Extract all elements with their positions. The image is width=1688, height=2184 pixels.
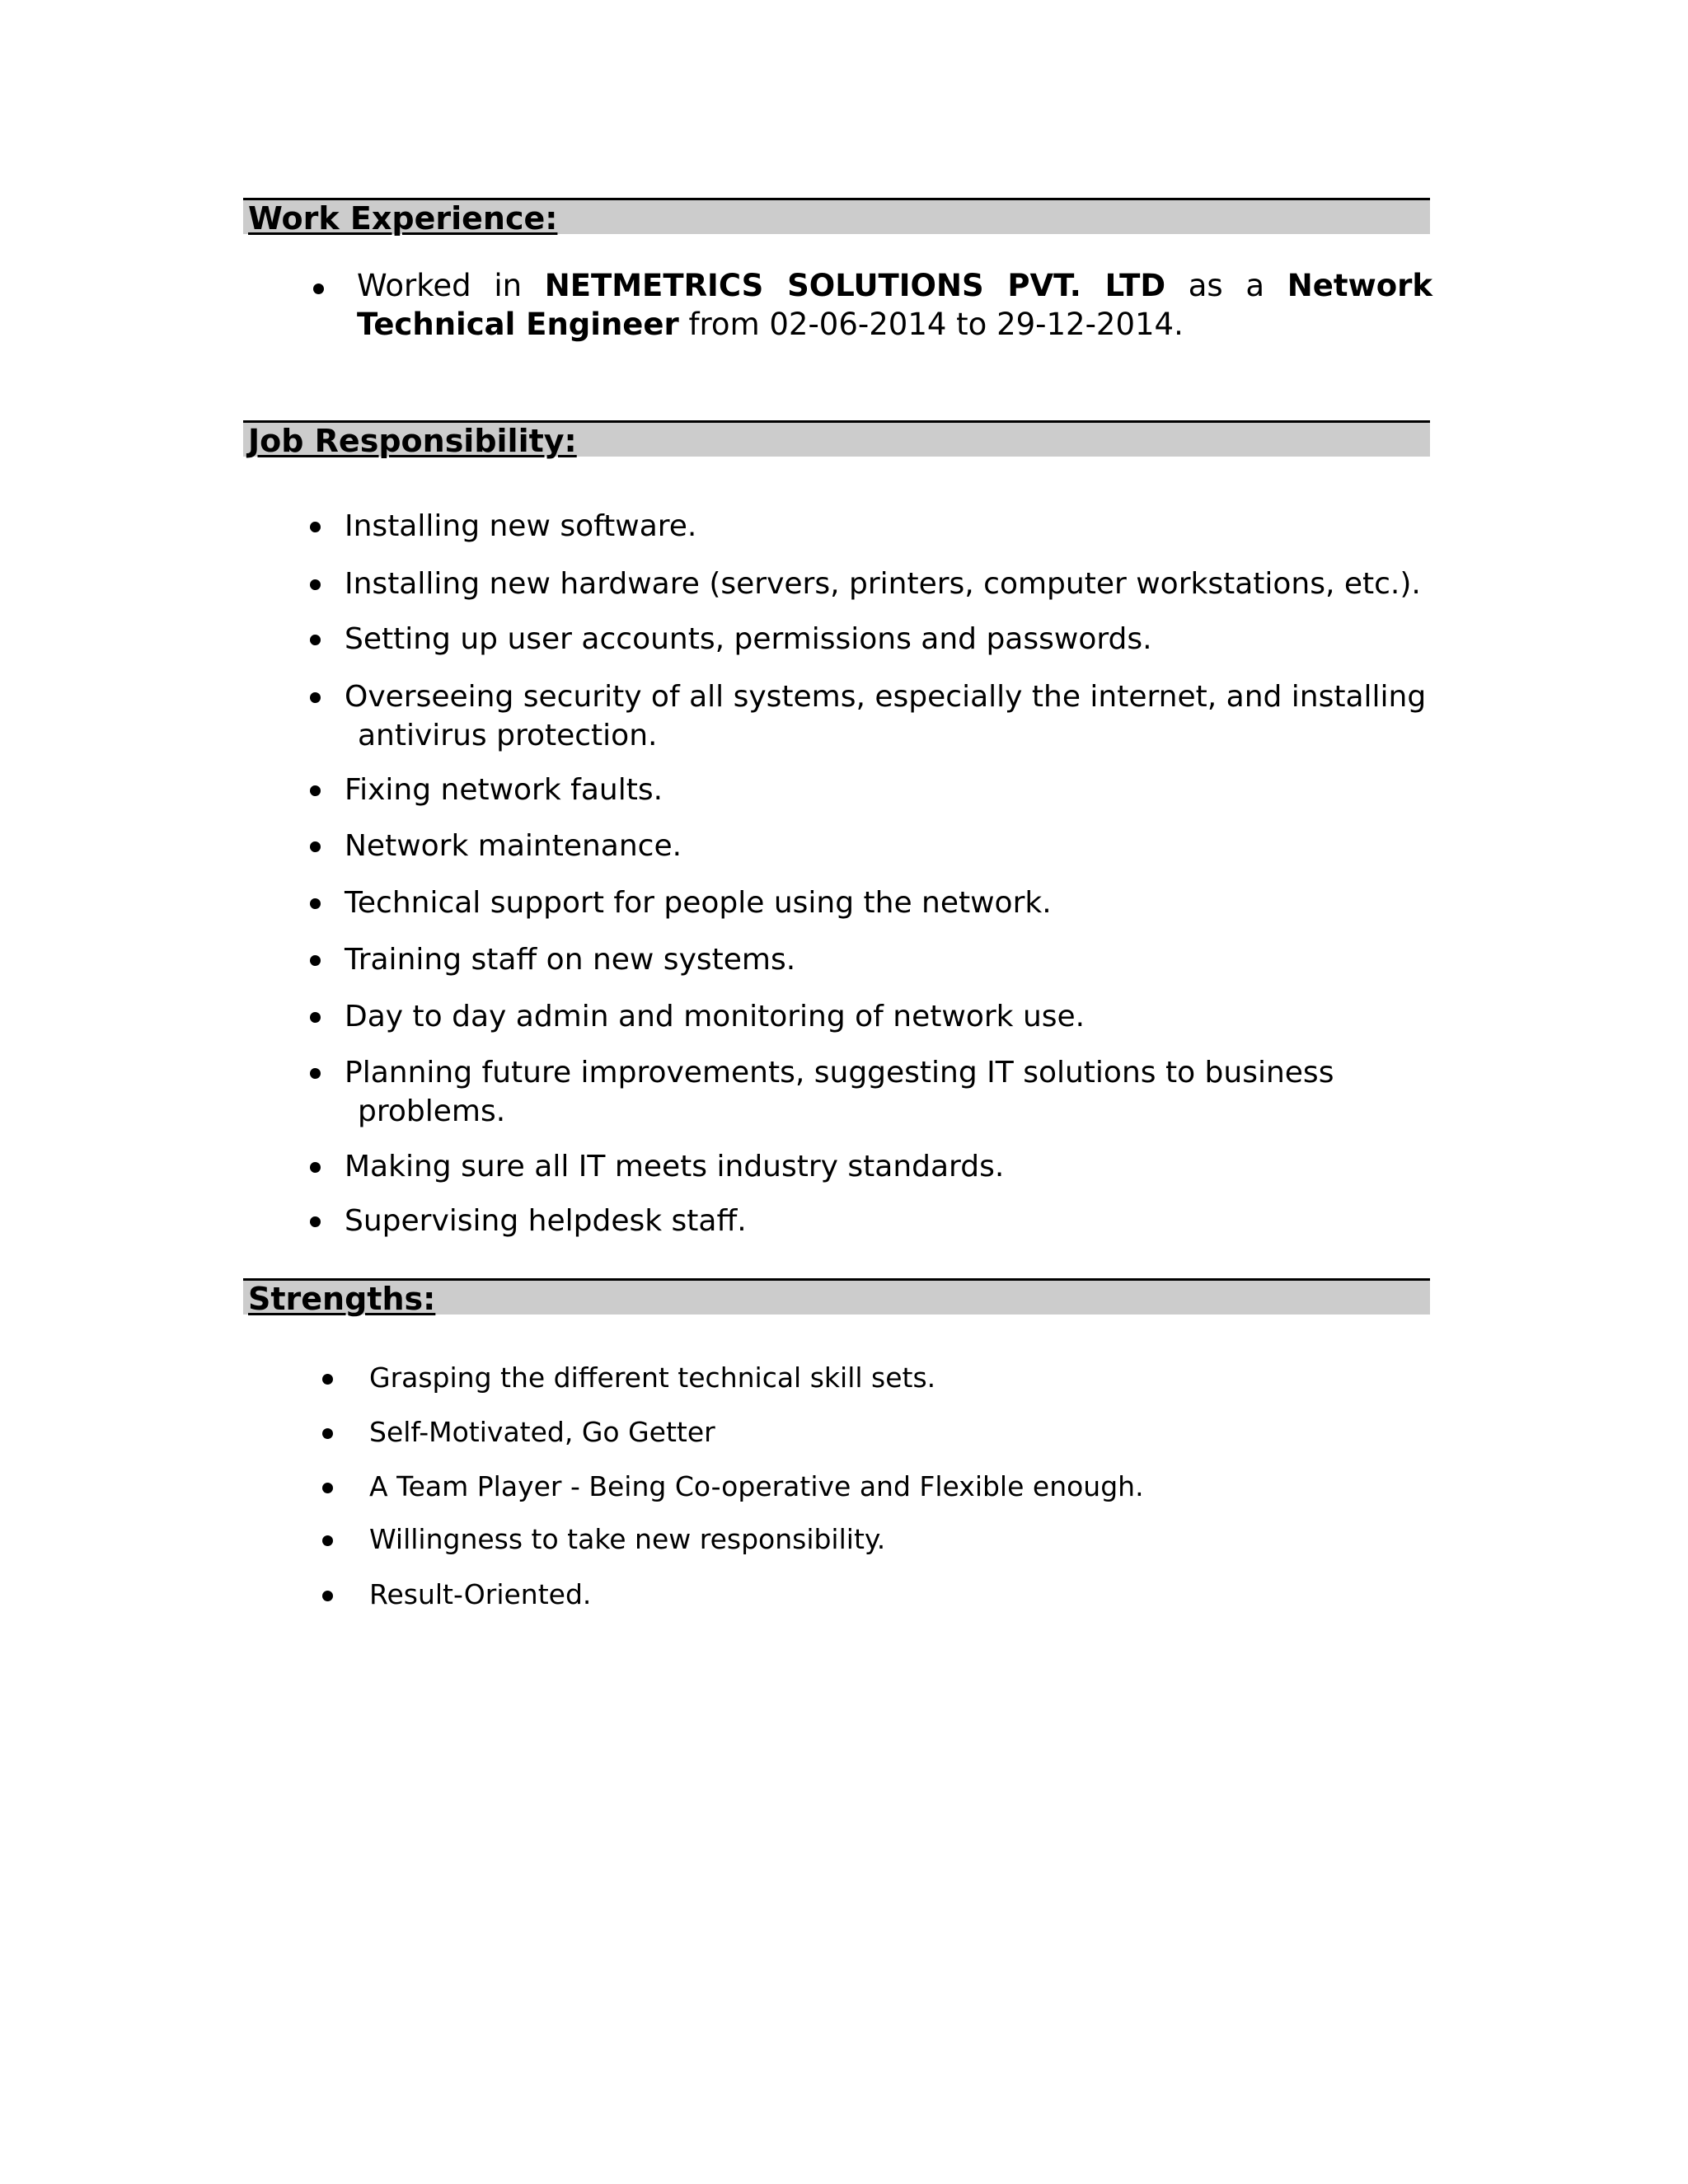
bullet-icon [322, 1374, 333, 1385]
responsibility-item [345, 1202, 747, 1240]
responsibility-line: antivirus protection. [358, 719, 658, 752]
work-experience-heading: Work Experience: [243, 198, 1430, 234]
responsibility-line: Network maintenance. [345, 829, 682, 863]
company-name: NETMETRICS SOLUTIONS PVT. LTD [544, 268, 1166, 303]
bullet-icon [310, 1162, 321, 1173]
responsibility-line: Making sure all IT meets industry standards. [345, 1150, 1005, 1183]
bullet-icon [313, 284, 324, 294]
bullet-icon [310, 1068, 321, 1079]
bullet-icon [310, 579, 321, 590]
strengths-heading: Strengths: [243, 1278, 1430, 1315]
responsibility-item [345, 771, 663, 809]
strength-item: Willingness to take new responsibility. [369, 1523, 886, 1555]
bullet-icon [322, 1535, 333, 1546]
responsibility-line: Installing new software. [345, 509, 697, 543]
bullet-icon [310, 692, 321, 703]
bullet-icon [310, 898, 321, 909]
responsibility-line: Overseeing security of all systems, especially the internet, and installing [345, 680, 1427, 714]
responsibility-line: Setting up user accounts, permissions and passwords. [345, 622, 1152, 656]
bullet-icon [310, 1216, 321, 1227]
job-role: Network Technical Engineer [357, 268, 1432, 342]
responsibility-line: problems. [358, 1094, 506, 1128]
bullet-icon [310, 635, 321, 645]
responsibility-item [345, 507, 696, 546]
strength-item: Result-Oriented. [369, 1578, 592, 1610]
bullet-icon [310, 785, 321, 796]
responsibility-item [345, 883, 1052, 922]
responsibility-line: Planning future improvements, suggesting IT solutions to business [345, 1056, 1334, 1090]
responsibility-item [345, 827, 682, 865]
bullet-icon [310, 1012, 321, 1023]
responsibility-line: Day to day admin and monitoring of network use. [345, 1000, 1085, 1033]
bullet-icon [310, 955, 321, 966]
responsibility-line: Installing new hardware (servers, printers, computer workstations, etc.). [345, 567, 1421, 601]
strength-item: Self-Motivated, Go Getter [369, 1416, 715, 1448]
responsibility-item [345, 677, 1426, 755]
job-responsibility-heading: Job Responsibility: [243, 420, 1430, 457]
responsibility-item [345, 565, 1421, 603]
bullet-icon [310, 522, 321, 532]
responsibility-line: Fixing network faults. [345, 773, 663, 807]
work-experience-item: Worked in NETMETRICS SOLUTIONS PVT. LTD as a Network Technical Engineer from 02-06-2014 to 29-12-2014. [357, 268, 1432, 342]
responsibility-line: Training staff on new systems. [345, 943, 796, 977]
bullet-icon [322, 1483, 333, 1493]
responsibility-item [345, 1053, 1334, 1131]
bullet-icon [322, 1428, 333, 1439]
bullet-icon [322, 1591, 333, 1601]
bullet-icon [310, 841, 321, 852]
responsibility-item [345, 997, 1085, 1036]
strength-item: A Team Player - Being Co-operative and Flexible enough. [369, 1470, 1144, 1502]
responsibility-line: Technical support for people using the network. [345, 886, 1052, 920]
responsibility-item [345, 940, 795, 979]
responsibility-item [345, 620, 1152, 658]
responsibility-item [345, 1147, 1004, 1186]
strength-item: Grasping the different technical skill sets. [369, 1361, 936, 1394]
responsibility-line: Supervising helpdesk staff. [345, 1204, 747, 1238]
